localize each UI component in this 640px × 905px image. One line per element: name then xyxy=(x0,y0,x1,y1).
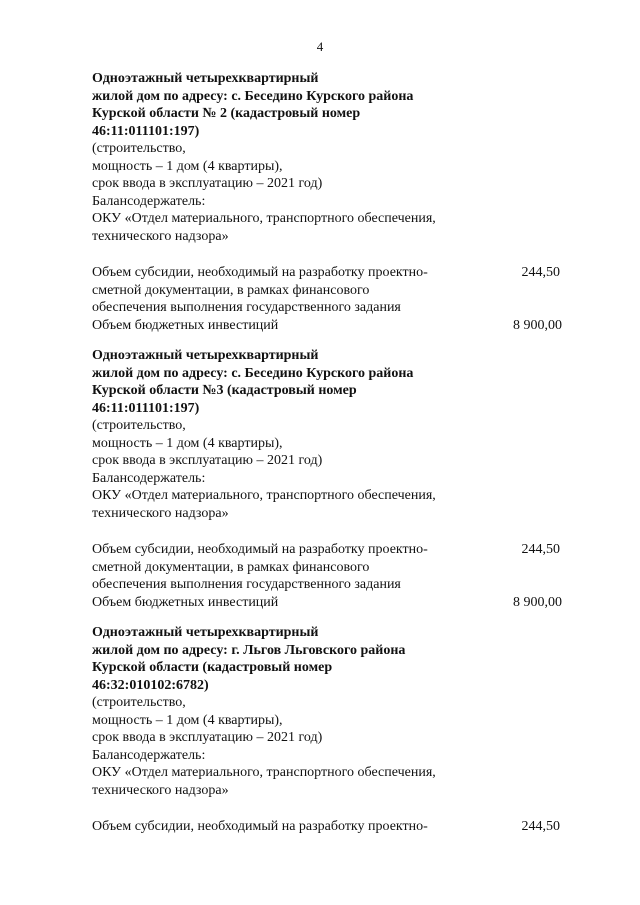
investment-value: 8 900,00 xyxy=(513,594,562,610)
object-title xyxy=(92,347,562,417)
title-line: 46:11:011101:197) xyxy=(92,400,200,416)
detail-line: (строительство, xyxy=(92,418,186,433)
subsidy-value: 244,50 xyxy=(521,819,560,834)
subsidy-label: Объем субсидии, необходимый на разработку проектно- xyxy=(92,819,428,834)
title-line: Курской области № 2 (кадастровый номер xyxy=(92,106,361,121)
title-line: жилой дом по адресу: с. Беседино Курского района xyxy=(92,365,414,381)
object-section-3 xyxy=(92,624,562,836)
detail-line: мощность – 1 дом (4 квартиры), xyxy=(92,158,283,174)
investment-label: Объем бюджетных инвестиций xyxy=(92,317,279,333)
title-line: Одноэтажный четырехквартирный xyxy=(92,71,319,86)
detail-line: ОКУ «Отдел материального, транспортного обеспечения, xyxy=(92,211,436,226)
subsidy-label: сметной документации, в рамках финансового xyxy=(92,559,370,575)
detail-line: срок ввода в эксплуатацию – 2021 год) xyxy=(92,730,323,745)
object-title xyxy=(92,624,562,694)
detail-line: срок ввода в эксплуатацию – 2021 год) xyxy=(92,453,323,468)
detail-line: мощность – 1 дом (4 квартиры), xyxy=(92,712,283,728)
detail-line: Балансодержатель: xyxy=(92,747,206,763)
subsidy-label: Объем субсидии, необходимый на разработку проектно- xyxy=(92,542,428,557)
investment-label: Объем бюджетных инвестиций xyxy=(92,594,279,610)
title-line: Курской области №3 (кадастровый номер xyxy=(92,383,357,398)
subsidy-label: сметной документации, в рамках финансового xyxy=(92,282,370,298)
object-title xyxy=(92,70,562,140)
investment-row xyxy=(92,317,562,335)
title-line: Курской области (кадастровый номер xyxy=(92,660,333,675)
subsidy-row xyxy=(92,541,562,594)
subsidy-label: Объем субсидии, необходимый на разработку проектно- xyxy=(92,265,428,280)
detail-line: Балансодержатель: xyxy=(92,193,206,209)
object-details xyxy=(92,417,562,522)
title-line: 46:11:011101:197) xyxy=(92,123,200,139)
detail-line: ОКУ «Отдел материального, транспортного обеспечения, xyxy=(92,488,436,503)
object-section-2 xyxy=(92,347,562,611)
title-line: Одноэтажный четырехквартирный xyxy=(92,625,319,640)
detail-line: (строительство, xyxy=(92,141,186,156)
subsidy-row xyxy=(92,264,562,317)
detail-line: технического надзора» xyxy=(92,782,229,798)
detail-line: (строительство, xyxy=(92,695,186,710)
title-line: жилой дом по адресу: с. Беседино Курского района xyxy=(92,88,414,104)
title-line: 46:32:010102:6782) xyxy=(92,677,209,693)
page-number: 4 xyxy=(316,39,324,54)
subsidy-label: обеспечения выполнения государственного задания xyxy=(92,300,401,315)
detail-line: ОКУ «Отдел материального, транспортного обеспечения, xyxy=(92,765,436,780)
detail-line: Балансодержатель: xyxy=(92,470,206,486)
object-details xyxy=(92,140,562,245)
title-line: жилой дом по адресу: г. Льгов Льговского района xyxy=(92,642,406,658)
investment-value: 8 900,00 xyxy=(513,317,562,333)
object-details xyxy=(92,694,562,799)
detail-line: мощность – 1 дом (4 квартиры), xyxy=(92,435,283,451)
object-section-1 xyxy=(92,70,562,334)
subsidy-label: обеспечения выполнения государственного задания xyxy=(92,577,401,592)
subsidy-value: 244,50 xyxy=(521,542,560,557)
detail-line: технического надзора» xyxy=(92,505,229,521)
investment-row xyxy=(92,594,562,612)
subsidy-row xyxy=(92,818,562,836)
subsidy-value: 244,50 xyxy=(521,265,560,280)
detail-line: технического надзора» xyxy=(92,228,229,244)
title-line: Одноэтажный четырехквартирный xyxy=(92,348,319,363)
detail-line: срок ввода в эксплуатацию – 2021 год) xyxy=(92,176,323,191)
